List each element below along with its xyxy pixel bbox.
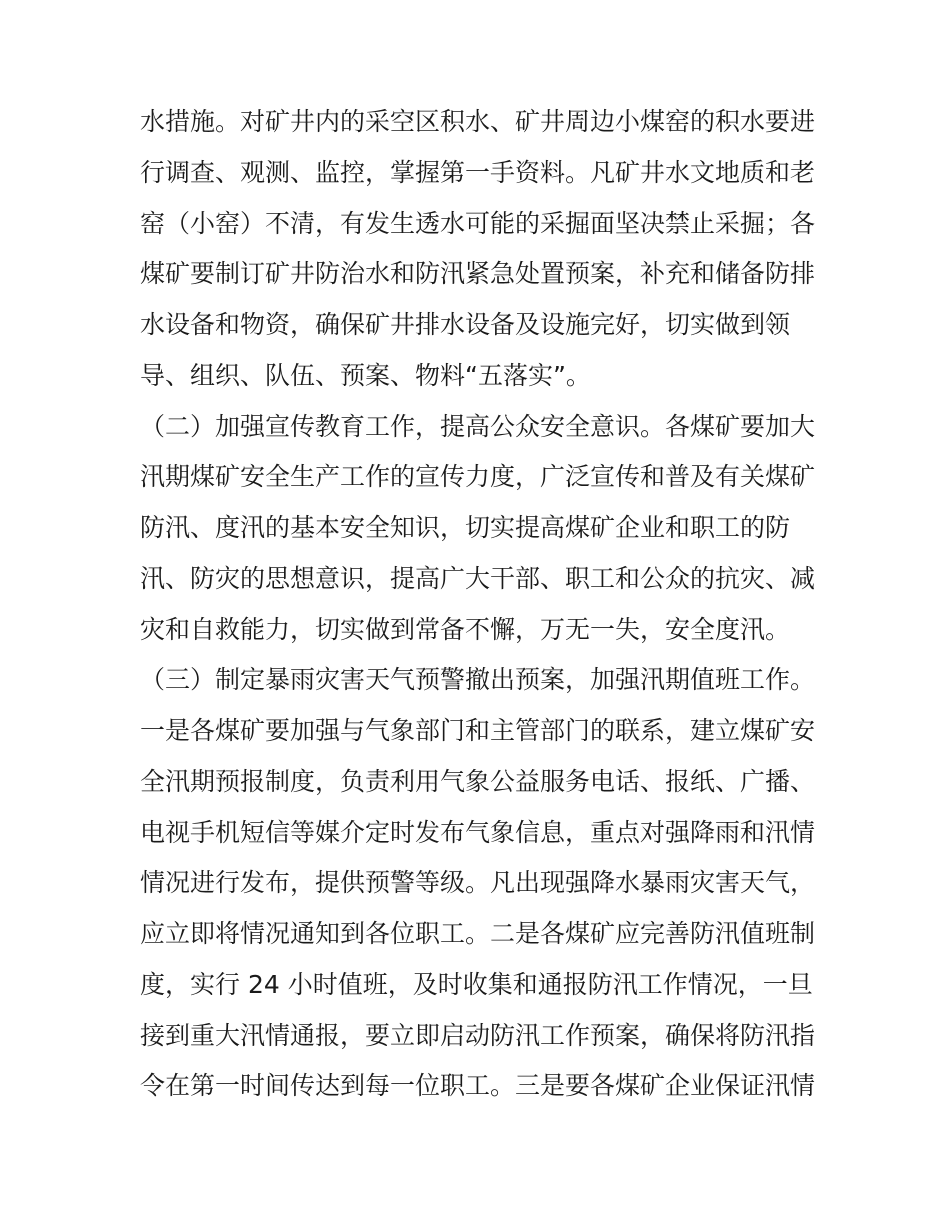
text-line: 电视手机短信等媒介定时发布气象信息，重点对强降雨和汛情 <box>140 817 816 847</box>
text-line: 汛、防灾的思想意识，提高广大干部、职工和公众的抗灾、减 <box>140 563 816 593</box>
text-line: 灾和自救能力，切实做到常备不懈，万无一失，安全度汛。 <box>140 614 791 644</box>
text-line: 情况进行发布，提供预警等级。凡出现强降水暴雨灾害天气， <box>140 868 816 898</box>
body-text <box>140 97 820 1112</box>
text-line: 导、组织、队伍、预案、物料“五落实”。 <box>140 360 591 390</box>
text-line: 接到重大汛情通报，要立即启动防汛工作预案，确保将防汛指 <box>140 1020 816 1050</box>
text-line: （二）加强宣传教育工作，提高公众安全意识。各煤矿要加大 <box>140 411 816 441</box>
text-line: 全汛期预报制度，负责利用气象公益服务电话、报纸、广播、 <box>140 766 816 796</box>
text-line: 水设备和物资，确保矿井排水设备及设施完好，切实做到领 <box>140 310 791 339</box>
text-line: 度，实行 24 小时值班，及时收集和通报防汛工作情况，一旦 <box>140 969 813 999</box>
text-line: 煤矿要制订矿井防治水和防汛紧急处置预案，补充和储备防排 <box>140 259 816 289</box>
text-line: 令在第一时间传达到每一位职工。三是要各煤矿企业保证汛情 <box>140 1071 816 1101</box>
text-line: 汛期煤矿安全生产工作的宣传力度，广泛宣传和普及有关煤矿 <box>140 462 816 492</box>
text-line: 防汛、度汛的基本安全知识，切实提高煤矿企业和职工的防 <box>140 513 791 542</box>
text-line: 应立即将情况通知到各位职工。二是各煤矿应完善防汛值班制 <box>140 919 816 948</box>
text-line: 水措施。对矿井内的采空区积水、矿井周边小煤窑的积水要进 <box>140 107 816 136</box>
text-line: 一是各煤矿要加强与气象部门和主管部门的联系，建立煤矿安 <box>140 716 816 745</box>
text-line: 窑（小窑）不清，有发生透水可能的采掘面坚决禁止采掘；各 <box>140 208 816 238</box>
text-line: （三）制定暴雨灾害天气预警撤出预案，加强汛期值班工作。 <box>140 665 816 695</box>
text-line: 行调查、观测、监控，掌握第一手资料。凡矿井水文地质和老 <box>140 157 816 187</box>
